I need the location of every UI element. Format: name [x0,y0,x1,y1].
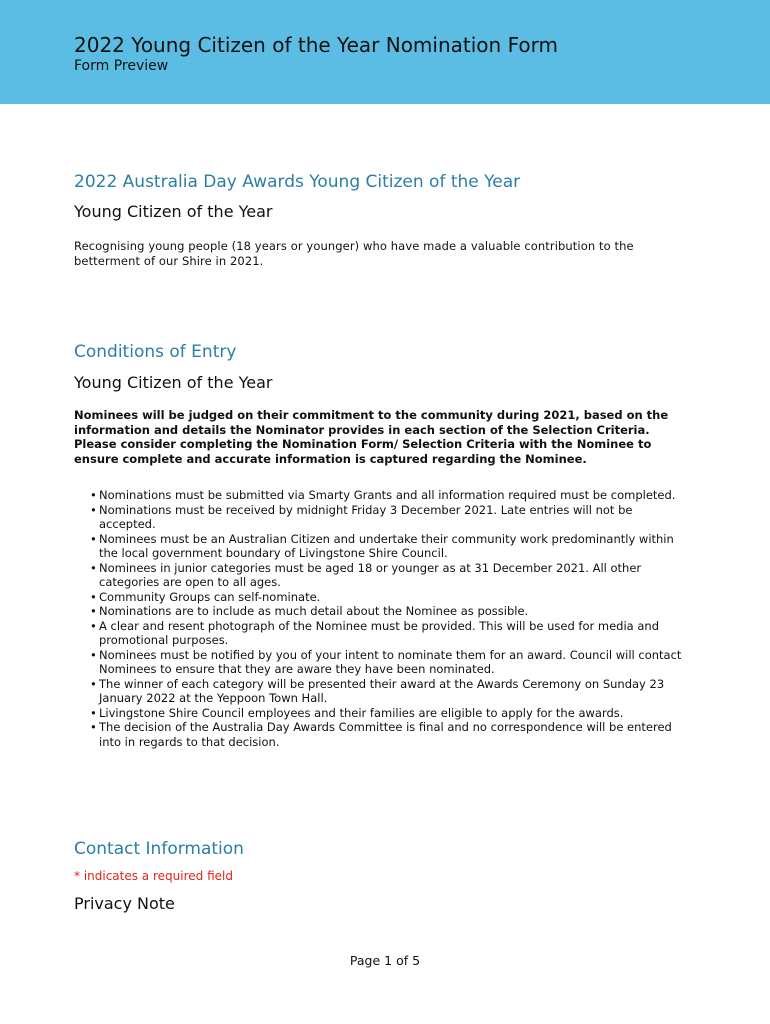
list-item: • Nominees must be notified by you of your intent to nominate them for an award. Council will contact Nominees to ensure that they are aware they have been nominated. [90,648,690,677]
list-item: • The decision of the Australia Day Awards Committee is final and no correspondence will be entered into in regards to that decision. [90,720,690,749]
list-item: • Nominees in junior categories must be aged 18 or younger as at 31 December 2021. All other categories are open to all ages. [90,561,690,590]
conditions-subheading: Young Citizen of the Year [74,373,273,392]
list-item: • Nominations are to include as much detail about the Nominee as possible. [90,604,690,619]
awards-heading: 2022 Australia Day Awards Young Citizen of the Year [74,172,521,192]
conditions-heading: Conditions of Entry [74,342,237,362]
list-item: • The winner of each category will be presented their award at the Awards Ceremony on Sunday 23 January 2022 at the Yeppoon Town Hall. [90,677,690,706]
required-field-note: * indicates a required field [74,869,233,883]
conditions-list [90,488,690,749]
header-banner [0,0,770,104]
awards-subheading: Young Citizen of the Year [74,202,273,221]
list-item: • Nominations must be received by midnight Friday 3 December 2021. Late entries will not be accepted. [90,503,690,532]
list-item: • Nominations must be submitted via Smarty Grants and all information required must be completed. [90,488,690,503]
form-subtitle: Form Preview [74,58,169,74]
form-title: 2022 Young Citizen of the Year Nomination Form [74,33,558,57]
list-item: • Livingstone Shire Council employees and their families are eligible to apply for the awards. [90,706,690,721]
contact-heading: Contact Information [74,839,244,859]
page-number: Page 1 of 5 [349,953,421,968]
conditions-intro: Nominees will be judged on their commitment to the community during 2021, based on the information and details the Nominator provides in each section of the Selection Criteria. Please consider completing the Nomination Form/ Selection Criteria with the Nominee to ensure complete and accurate information is captured regarding the Nominee. [74,408,669,466]
list-item: • Nominees must be an Australian Citizen and undertake their community work predominantly within the local government boundary of Livingstone Shire Council. [90,532,690,561]
list-item: • A clear and resent photograph of the Nominee must be provided. This will be used for media and promotional purposes. [90,619,690,648]
awards-description: Recognising young people (18 years or younger) who have made a valuable contribution to the betterment of our Shire in 2021. [74,239,634,268]
privacy-heading: Privacy Note [74,894,175,913]
list-item: • Community Groups can self-nominate. [90,590,690,605]
